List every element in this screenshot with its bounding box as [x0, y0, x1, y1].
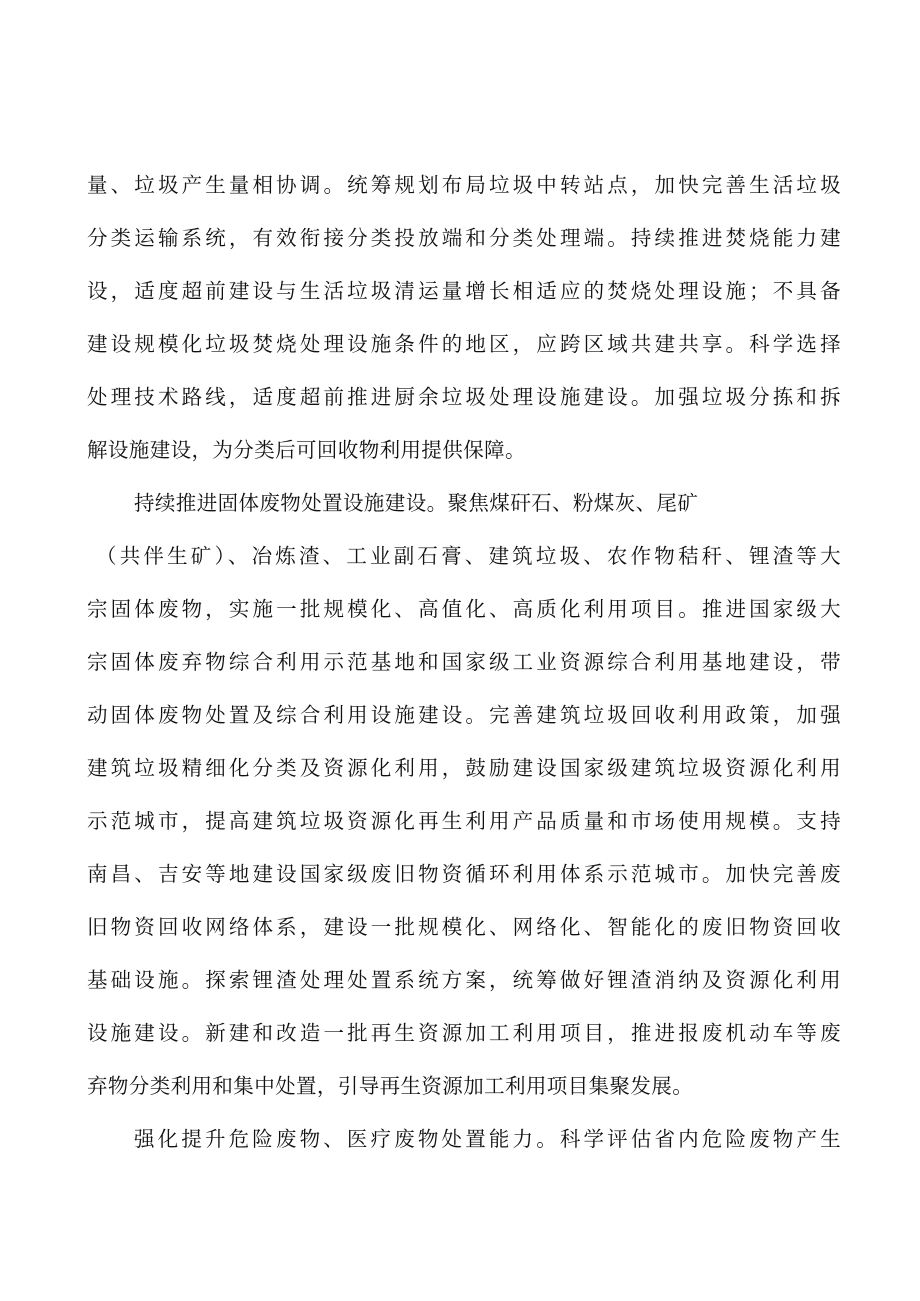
paragraph-2-line-6: 建筑垃圾精细化分类及资源化利用，鼓励建设国家级建筑垃圾资源化利用	[87, 756, 841, 780]
paragraph-2-line-10: 基础设施。探索锂渣处理处置系统方案，统筹做好锂渣消纳及资源化利用	[87, 968, 841, 992]
paragraph-2-line-8: 南昌、吉安等地建设国家级废旧物资循环利用体系示范城市。加快完善废	[87, 862, 841, 886]
paragraph-2-line-3: 宗固体废物，实施一批规模化、高值化、高质化利用项目。推进国家级大	[87, 597, 841, 621]
paragraph-2-line-5: 动固体废物处置及综合利用设施建设。完善建筑垃圾回收利用政策，加强	[87, 703, 841, 727]
paragraph-2-line-2: （共伴生矿）、冶炼渣、工业副石膏、建筑垃圾、农作物秸秆、锂渣等大	[96, 544, 841, 568]
paragraph-2-line-7: 示范城市，提高建筑垃圾资源化再生利用产品质量和市场使用规模。支持	[87, 809, 841, 833]
paragraph-3-line-1: 强化提升危险废物、医疗废物处置能力。科学评估省内危险废物产生	[134, 1127, 841, 1151]
paragraph-1-line-4: 建设规模化垃圾焚烧处理设施条件的地区，应跨区域共建共享。科学选择	[87, 332, 841, 356]
paragraph-2-line-9: 旧物资回收网络体系，建设一批规模化、网络化、智能化的废旧物资回收	[87, 915, 841, 939]
paragraph-2-line-11: 设施建设。新建和改造一批再生资源加工利用项目，推进报废机动车等废	[87, 1021, 841, 1045]
paragraph-1-line-3: 设，适度超前建设与生活垃圾清运量增长相适应的焚烧处理设施；不具备	[87, 279, 841, 303]
paragraph-1-line-2: 分类运输系统，有效衔接分类投放端和分类处理端。持续推进焚烧能力建	[87, 226, 841, 250]
paragraph-2-line-12: 弃物分类利用和集中处置，引导再生资源加工利用项目集聚发展。	[87, 1074, 694, 1098]
paragraph-2-line-4: 宗固体废弃物综合利用示范基地和国家级工业资源综合利用基地建设，带	[87, 650, 841, 674]
paragraph-1-line-1: 量、垃圾产生量相协调。统筹规划布局垃圾中转站点，加快完善生活垃圾	[87, 173, 841, 197]
paragraph-1-line-6: 解设施建设，为分类后可回收物利用提供保障。	[87, 438, 526, 462]
paragraph-2-line-1: 持续推进固体废物处置设施建设。聚焦煤矸石、粉煤灰、尾矿	[134, 491, 699, 515]
paragraph-1-line-5: 处理技术路线，适度超前推进厨余垃圾处理设施建设。加强垃圾分拣和拆	[87, 385, 841, 409]
